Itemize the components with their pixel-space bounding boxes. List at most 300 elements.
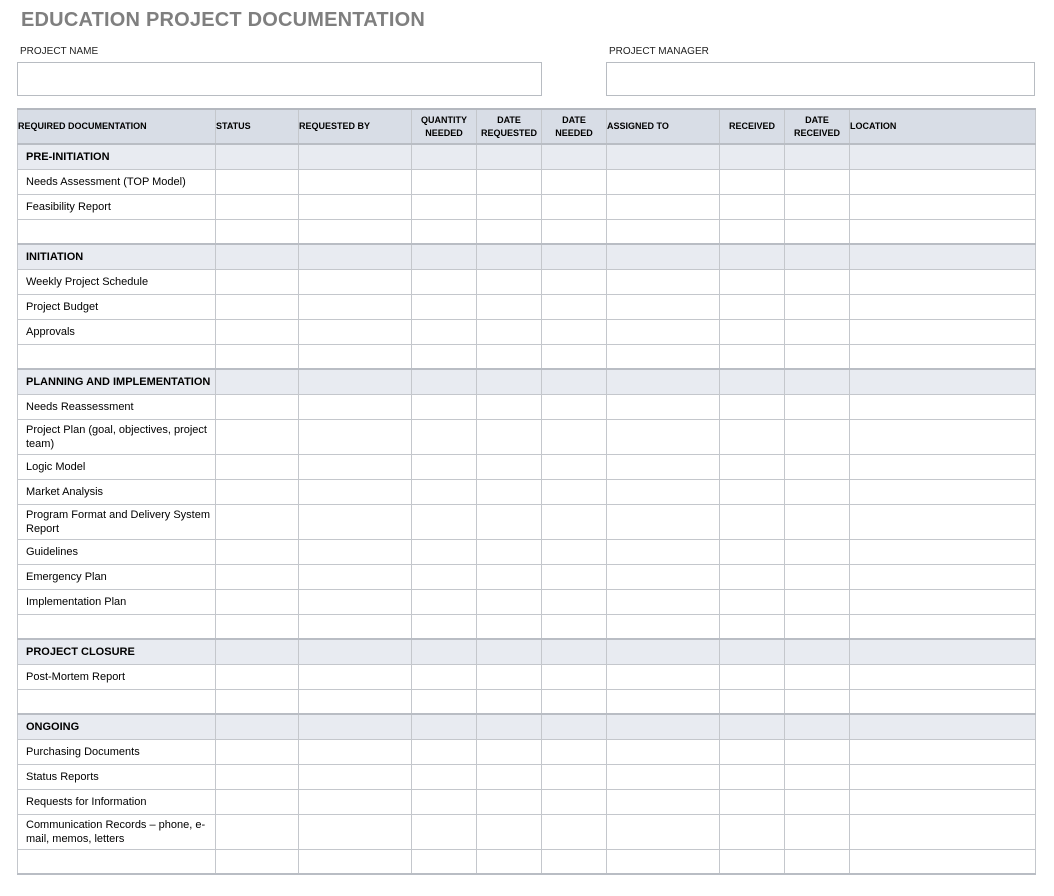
table-cell[interactable] <box>299 294 412 319</box>
table-cell[interactable] <box>542 764 607 789</box>
table-cell[interactable] <box>299 764 412 789</box>
table-cell[interactable] <box>785 244 850 269</box>
section-title: PROJECT CLOSURE <box>18 639 216 664</box>
table-cell[interactable] <box>607 269 720 294</box>
table-row <box>18 169 1036 194</box>
documentation-item[interactable]: Project Budget <box>18 294 216 319</box>
column-header: DATE REQUESTED <box>477 109 542 144</box>
documentation-item[interactable] <box>18 219 216 244</box>
table-cell[interactable] <box>720 169 785 194</box>
table-cell[interactable] <box>299 319 412 344</box>
table-cell[interactable] <box>477 739 542 764</box>
table-cell[interactable] <box>542 394 607 419</box>
table-cell[interactable] <box>216 564 299 589</box>
table-cell[interactable] <box>720 419 785 454</box>
table-cell[interactable] <box>720 689 785 714</box>
table-cell[interactable] <box>299 394 412 419</box>
table-cell[interactable] <box>720 294 785 319</box>
table-cell[interactable] <box>299 419 412 454</box>
table-cell[interactable] <box>850 454 1036 479</box>
project-manager-box <box>606 62 1035 96</box>
table-cell[interactable] <box>785 369 850 394</box>
documentation-item[interactable]: Implementation Plan <box>18 589 216 614</box>
table-cell[interactable] <box>607 849 720 874</box>
table-cell[interactable] <box>216 344 299 369</box>
table-cell[interactable] <box>720 539 785 564</box>
table-cell[interactable] <box>216 269 299 294</box>
table-cell[interactable] <box>299 169 412 194</box>
table-cell[interactable] <box>720 814 785 849</box>
table-cell[interactable] <box>412 504 477 539</box>
table-cell[interactable] <box>412 369 477 394</box>
table-cell[interactable] <box>785 739 850 764</box>
documentation-item[interactable]: Logic Model <box>18 454 216 479</box>
table-cell[interactable] <box>850 169 1036 194</box>
table-cell[interactable] <box>607 419 720 454</box>
table-cell[interactable] <box>412 739 477 764</box>
table-row <box>18 564 1036 589</box>
table-cell[interactable] <box>477 664 542 689</box>
table-cell[interactable] <box>542 539 607 564</box>
table-cell[interactable] <box>607 454 720 479</box>
table-cell[interactable] <box>477 294 542 319</box>
table-cell[interactable] <box>542 814 607 849</box>
documentation-item[interactable]: Status Reports <box>18 764 216 789</box>
column-header: QUANTITY NEEDED <box>412 109 477 144</box>
table-cell[interactable] <box>607 689 720 714</box>
table-cell[interactable] <box>607 504 720 539</box>
table-cell[interactable] <box>850 144 1036 169</box>
table-cell[interactable] <box>216 369 299 394</box>
documentation-item[interactable]: Purchasing Documents <box>18 739 216 764</box>
table-cell[interactable] <box>607 739 720 764</box>
table-cell[interactable] <box>216 739 299 764</box>
table-cell[interactable] <box>607 814 720 849</box>
table-cell[interactable] <box>216 479 299 504</box>
table-cell[interactable] <box>607 344 720 369</box>
table-cell[interactable] <box>850 479 1036 504</box>
table-cell[interactable] <box>477 639 542 664</box>
table-cell[interactable] <box>785 169 850 194</box>
table-cell[interactable] <box>477 764 542 789</box>
table-cell[interactable] <box>477 144 542 169</box>
table-cell[interactable] <box>477 369 542 394</box>
table-cell[interactable] <box>720 369 785 394</box>
table-cell[interactable] <box>607 194 720 219</box>
table-cell[interactable] <box>299 539 412 564</box>
table-cell[interactable] <box>477 789 542 814</box>
table-cell[interactable] <box>785 294 850 319</box>
table-cell[interactable] <box>607 614 720 639</box>
table-cell[interactable] <box>216 504 299 539</box>
table-cell[interactable] <box>477 244 542 269</box>
table-cell[interactable] <box>720 479 785 504</box>
table-cell[interactable] <box>299 814 412 849</box>
table-cell[interactable] <box>542 244 607 269</box>
project-manager-input[interactable] <box>607 63 1034 95</box>
table-cell[interactable] <box>216 849 299 874</box>
table-cell[interactable] <box>850 369 1036 394</box>
table-cell[interactable] <box>850 294 1036 319</box>
table-cell[interactable] <box>850 244 1036 269</box>
table-cell[interactable] <box>720 639 785 664</box>
table-cell[interactable] <box>850 849 1036 874</box>
table-cell[interactable] <box>785 419 850 454</box>
table-cell[interactable] <box>412 589 477 614</box>
table-cell[interactable] <box>785 589 850 614</box>
table-cell[interactable] <box>607 564 720 589</box>
table-cell[interactable] <box>785 319 850 344</box>
table-cell[interactable] <box>412 664 477 689</box>
table-cell[interactable] <box>216 764 299 789</box>
table-row <box>18 589 1036 614</box>
documentation-item[interactable]: Communication Records – phone, e-mail, memos, letters <box>18 814 216 849</box>
table-cell[interactable] <box>720 564 785 589</box>
table-cell[interactable] <box>607 219 720 244</box>
table-cell[interactable] <box>720 614 785 639</box>
table-cell[interactable] <box>299 564 412 589</box>
table-cell[interactable] <box>607 169 720 194</box>
table-cell[interactable] <box>216 244 299 269</box>
table-cell[interactable] <box>216 219 299 244</box>
table-cell[interactable] <box>216 639 299 664</box>
table-cell[interactable] <box>785 504 850 539</box>
table-cell[interactable] <box>785 764 850 789</box>
documentation-item[interactable]: Post-Mortem Report <box>18 664 216 689</box>
table-cell[interactable] <box>850 639 1036 664</box>
table-cell[interactable] <box>299 664 412 689</box>
table-cell[interactable] <box>477 689 542 714</box>
table-cell[interactable] <box>785 639 850 664</box>
table-cell[interactable] <box>216 539 299 564</box>
table-cell[interactable] <box>785 144 850 169</box>
table-cell[interactable] <box>216 664 299 689</box>
table-cell[interactable] <box>785 849 850 874</box>
table-cell[interactable] <box>216 169 299 194</box>
table-row <box>18 194 1036 219</box>
table-cell[interactable] <box>216 814 299 849</box>
section-row <box>18 369 1036 394</box>
table-cell[interactable] <box>299 244 412 269</box>
table-cell[interactable] <box>477 479 542 504</box>
table-cell[interactable] <box>477 269 542 294</box>
table-cell[interactable] <box>785 344 850 369</box>
table-cell[interactable] <box>720 739 785 764</box>
table-cell[interactable] <box>412 689 477 714</box>
documentation-item[interactable]: Approvals <box>18 319 216 344</box>
project-manager-label: PROJECT MANAGER <box>609 46 709 57</box>
table-cell[interactable] <box>850 739 1036 764</box>
table-cell[interactable] <box>216 419 299 454</box>
table-cell[interactable] <box>720 454 785 479</box>
table-cell[interactable] <box>720 269 785 294</box>
table-cell[interactable] <box>785 539 850 564</box>
table-cell[interactable] <box>542 419 607 454</box>
table-cell[interactable] <box>850 344 1036 369</box>
table-cell[interactable] <box>607 394 720 419</box>
documentation-item[interactable] <box>18 849 216 874</box>
section-title: PLANNING AND IMPLEMENTATION <box>18 369 216 394</box>
table-cell[interactable] <box>785 394 850 419</box>
table-cell[interactable] <box>542 689 607 714</box>
table-cell[interactable] <box>720 789 785 814</box>
table-cell[interactable] <box>412 144 477 169</box>
table-cell[interactable] <box>477 454 542 479</box>
table-cell[interactable] <box>785 689 850 714</box>
table-cell[interactable] <box>477 394 542 419</box>
table-cell[interactable] <box>412 479 477 504</box>
table-cell[interactable] <box>477 589 542 614</box>
table-cell[interactable] <box>542 739 607 764</box>
table-cell[interactable] <box>607 479 720 504</box>
table-cell[interactable] <box>850 539 1036 564</box>
table-cell[interactable] <box>412 344 477 369</box>
table-cell[interactable] <box>299 739 412 764</box>
table-cell[interactable] <box>720 219 785 244</box>
table-cell[interactable] <box>412 714 477 739</box>
table-cell[interactable] <box>477 344 542 369</box>
table-cell[interactable] <box>607 789 720 814</box>
table-cell[interactable] <box>850 789 1036 814</box>
table-cell[interactable] <box>542 269 607 294</box>
table-cell[interactable] <box>720 714 785 739</box>
table-cell[interactable] <box>785 714 850 739</box>
table-cell[interactable] <box>542 169 607 194</box>
table-row <box>18 689 1036 714</box>
table-cell[interactable] <box>299 849 412 874</box>
table-cell[interactable] <box>785 269 850 294</box>
column-header: LOCATION <box>850 109 1036 144</box>
table-cell[interactable] <box>477 194 542 219</box>
table-cell[interactable] <box>412 539 477 564</box>
table-cell[interactable] <box>477 504 542 539</box>
table-cell[interactable] <box>412 219 477 244</box>
table-cell[interactable] <box>299 479 412 504</box>
table-cell[interactable] <box>216 144 299 169</box>
table-cell[interactable] <box>299 344 412 369</box>
table-cell[interactable] <box>542 479 607 504</box>
table-cell[interactable] <box>720 849 785 874</box>
table-cell[interactable] <box>542 454 607 479</box>
documentation-item[interactable]: Weekly Project Schedule <box>18 269 216 294</box>
section-row <box>18 639 1036 664</box>
table-cell[interactable] <box>477 614 542 639</box>
documentation-item[interactable]: Market Analysis <box>18 479 216 504</box>
table-cell[interactable] <box>850 504 1036 539</box>
table-cell[interactable] <box>412 269 477 294</box>
table-cell[interactable] <box>542 639 607 664</box>
table-cell[interactable] <box>477 419 542 454</box>
table-cell[interactable] <box>607 589 720 614</box>
table-cell[interactable] <box>720 764 785 789</box>
table-cell[interactable] <box>850 194 1036 219</box>
documentation-item[interactable]: Needs Assessment (TOP Model) <box>18 169 216 194</box>
table-cell[interactable] <box>607 639 720 664</box>
table-cell[interactable] <box>216 614 299 639</box>
table-cell[interactable] <box>607 714 720 739</box>
table-cell[interactable] <box>299 194 412 219</box>
table-cell[interactable] <box>477 849 542 874</box>
table-cell[interactable] <box>850 589 1036 614</box>
table-cell[interactable] <box>299 689 412 714</box>
table-cell[interactable] <box>607 144 720 169</box>
table-cell[interactable] <box>299 219 412 244</box>
table-cell[interactable] <box>477 814 542 849</box>
table-cell[interactable] <box>299 789 412 814</box>
table-cell[interactable] <box>607 294 720 319</box>
column-header: STATUS <box>216 109 299 144</box>
table-cell[interactable] <box>542 664 607 689</box>
documentation-item[interactable] <box>18 344 216 369</box>
table-cell[interactable] <box>542 614 607 639</box>
table-cell[interactable] <box>542 789 607 814</box>
table-cell[interactable] <box>542 564 607 589</box>
project-name-box <box>17 62 542 96</box>
table-row <box>18 504 1036 539</box>
table-cell[interactable] <box>607 319 720 344</box>
table-row <box>18 479 1036 504</box>
table-cell[interactable] <box>542 714 607 739</box>
table-cell[interactable] <box>412 419 477 454</box>
table-cell[interactable] <box>542 369 607 394</box>
documentation-item[interactable]: Project Plan (goal, objectives, project team) <box>18 419 216 454</box>
table-cell[interactable] <box>607 539 720 564</box>
table-cell[interactable] <box>850 764 1036 789</box>
table-cell[interactable] <box>720 589 785 614</box>
table-cell[interactable] <box>850 814 1036 849</box>
table-cell[interactable] <box>850 419 1036 454</box>
table-cell[interactable] <box>412 454 477 479</box>
table-cell[interactable] <box>216 689 299 714</box>
table-cell[interactable] <box>850 664 1036 689</box>
table-cell[interactable] <box>477 714 542 739</box>
table-cell[interactable] <box>412 244 477 269</box>
table-cell[interactable] <box>542 504 607 539</box>
table-row <box>18 614 1036 639</box>
table-cell[interactable] <box>785 664 850 689</box>
table-cell[interactable] <box>412 789 477 814</box>
documentation-item[interactable] <box>18 689 216 714</box>
table-cell[interactable] <box>299 504 412 539</box>
table-cell[interactable] <box>299 614 412 639</box>
table-cell[interactable] <box>216 319 299 344</box>
table-cell[interactable] <box>412 169 477 194</box>
table-cell[interactable] <box>785 814 850 849</box>
table-cell[interactable] <box>720 244 785 269</box>
table-cell[interactable] <box>216 294 299 319</box>
table-cell[interactable] <box>850 219 1036 244</box>
documentation-item[interactable]: Program Format and Delivery System Report <box>18 504 216 539</box>
table-cell[interactable] <box>216 589 299 614</box>
table-cell[interactable] <box>412 849 477 874</box>
table-cell[interactable] <box>412 639 477 664</box>
table-cell[interactable] <box>412 394 477 419</box>
table-cell[interactable] <box>412 564 477 589</box>
table-cell[interactable] <box>216 454 299 479</box>
table-cell[interactable] <box>299 714 412 739</box>
table-cell[interactable] <box>720 319 785 344</box>
table-cell[interactable] <box>720 504 785 539</box>
table-cell[interactable] <box>542 589 607 614</box>
documentation-item[interactable]: Feasibility Report <box>18 194 216 219</box>
table-cell[interactable] <box>477 564 542 589</box>
table-cell[interactable] <box>542 849 607 874</box>
table-cell[interactable] <box>542 194 607 219</box>
project-name-input[interactable] <box>18 63 541 95</box>
table-cell[interactable] <box>785 454 850 479</box>
table-cell[interactable] <box>299 454 412 479</box>
table-cell[interactable] <box>720 194 785 219</box>
table-cell[interactable] <box>477 219 542 244</box>
table-cell[interactable] <box>477 539 542 564</box>
table-cell[interactable] <box>412 194 477 219</box>
table-cell[interactable] <box>542 344 607 369</box>
table-cell[interactable] <box>720 394 785 419</box>
table-cell[interactable] <box>850 689 1036 714</box>
table-cell[interactable] <box>850 714 1036 739</box>
table-cell[interactable] <box>850 269 1036 294</box>
table-cell[interactable] <box>850 319 1036 344</box>
table-cell[interactable] <box>412 814 477 849</box>
table-cell[interactable] <box>785 789 850 814</box>
table-cell[interactable] <box>299 144 412 169</box>
table-cell[interactable] <box>216 714 299 739</box>
table-cell[interactable] <box>720 144 785 169</box>
table-cell[interactable] <box>542 294 607 319</box>
table-cell[interactable] <box>299 369 412 394</box>
table-cell[interactable] <box>412 319 477 344</box>
table-cell[interactable] <box>850 394 1036 419</box>
table-cell[interactable] <box>477 169 542 194</box>
table-cell[interactable] <box>542 219 607 244</box>
documentation-item[interactable]: Needs Reassessment <box>18 394 216 419</box>
table-cell[interactable] <box>720 664 785 689</box>
table-cell[interactable] <box>542 319 607 344</box>
table-cell[interactable] <box>607 764 720 789</box>
table-cell[interactable] <box>607 664 720 689</box>
table-cell[interactable] <box>299 269 412 294</box>
table-cell[interactable] <box>542 144 607 169</box>
documentation-item[interactable]: Emergency Plan <box>18 564 216 589</box>
column-header: RECEIVED <box>720 109 785 144</box>
table-cell[interactable] <box>720 344 785 369</box>
table-cell[interactable] <box>607 244 720 269</box>
table-cell[interactable] <box>216 394 299 419</box>
table-cell[interactable] <box>785 194 850 219</box>
table-cell[interactable] <box>412 294 477 319</box>
table-row <box>18 219 1036 244</box>
table-cell[interactable] <box>785 614 850 639</box>
table-cell[interactable] <box>850 614 1036 639</box>
table-cell[interactable] <box>412 764 477 789</box>
documentation-item[interactable]: Guidelines <box>18 539 216 564</box>
page-title: EDUCATION PROJECT DOCUMENTATION <box>21 9 425 31</box>
table-cell[interactable] <box>299 639 412 664</box>
table-cell[interactable] <box>216 194 299 219</box>
table-cell[interactable] <box>299 589 412 614</box>
table-cell[interactable] <box>607 369 720 394</box>
table-cell[interactable] <box>477 319 542 344</box>
documentation-item[interactable] <box>18 614 216 639</box>
table-cell[interactable] <box>785 564 850 589</box>
table-cell[interactable] <box>850 564 1036 589</box>
column-header: DATE RECEIVED <box>785 109 850 144</box>
documentation-item[interactable]: Requests for Information <box>18 789 216 814</box>
table-cell[interactable] <box>216 789 299 814</box>
table-cell[interactable] <box>412 614 477 639</box>
table-cell[interactable] <box>785 479 850 504</box>
table-cell[interactable] <box>785 219 850 244</box>
